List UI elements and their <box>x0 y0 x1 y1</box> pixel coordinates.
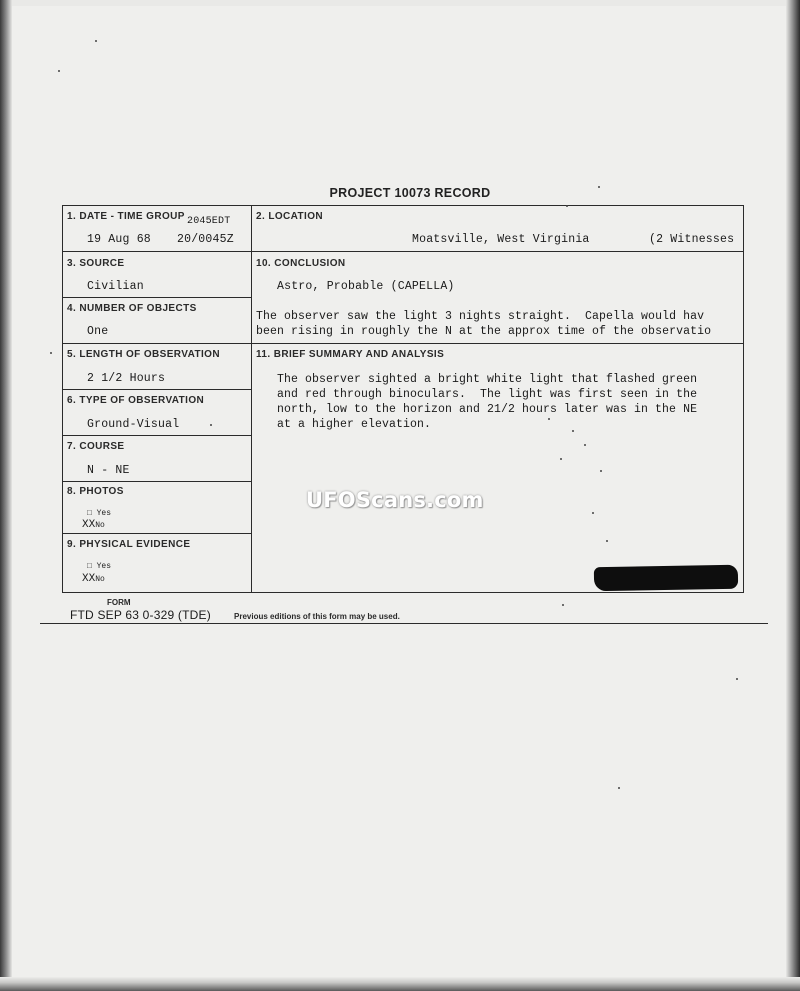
checkbox-icon: □ <box>87 509 92 518</box>
photos-label: 8. PHOTOS <box>67 486 124 497</box>
scan-speck <box>606 540 608 542</box>
scan-speck <box>736 678 738 680</box>
photos-yes-option <box>87 509 111 518</box>
record-title: PROJECT 10073 RECORD <box>329 186 491 200</box>
number-of-objects-label: 4. NUMBER OF OBJECTS <box>67 303 197 314</box>
row-divider <box>63 481 251 482</box>
scan-speck <box>210 424 212 426</box>
source-label: 3. SOURCE <box>67 258 125 269</box>
scan-speck <box>584 444 586 446</box>
date-value: 19 Aug 68 <box>87 233 151 246</box>
scan-speck <box>50 352 52 354</box>
row-divider <box>63 251 743 252</box>
witnesses-value: (2 Witnesses <box>649 233 735 246</box>
row-divider <box>63 297 251 298</box>
scan-edge-left <box>0 0 12 991</box>
length-of-observation-label: 5. LENGTH OF OBSERVATION <box>67 349 220 360</box>
scan-speck <box>566 205 568 207</box>
checked-mark: XX <box>82 519 96 531</box>
scan-edge-right <box>786 0 800 991</box>
summary-line: The observer sighted a bright white light that flashed green <box>277 373 698 386</box>
number-of-objects-value: One <box>87 325 109 338</box>
scan-speck <box>618 787 620 789</box>
physical-evidence-no-option <box>82 573 105 585</box>
scan-speck <box>592 512 594 514</box>
summary-line: at a higher elevation. <box>277 418 432 431</box>
conclusion-value: Astro, Probable (CAPELLA) <box>277 280 455 293</box>
photos-no-label: No <box>95 521 105 530</box>
date-time-local: 2045EDT <box>187 216 231 227</box>
scan-speck <box>95 40 97 42</box>
scan-speck <box>562 604 564 606</box>
footer-form-word: FORM <box>107 598 131 607</box>
summary-line: north, low to the horizon and 21/2 hours later was in the NE <box>277 403 698 416</box>
column-divider <box>251 206 252 592</box>
scan-speck <box>548 418 550 420</box>
footer-rule <box>40 623 768 624</box>
row-divider <box>63 389 251 390</box>
course-value: N - NE <box>87 464 130 477</box>
scan-speck <box>598 186 600 188</box>
type-of-observation-label: 6. TYPE OF OBSERVATION <box>67 395 205 406</box>
row-divider <box>63 533 251 534</box>
time-zulu-value: 20/0045Z <box>177 233 234 246</box>
footer-note: Previous editions of this form may be used. <box>234 612 400 621</box>
watermark: UFOScans.com <box>306 488 484 512</box>
date-time-label: 1. DATE - TIME GROUP <box>67 211 185 222</box>
physical-evidence-no-label: No <box>95 575 105 584</box>
record-form <box>62 205 744 593</box>
scan-edge-bottom <box>0 977 800 991</box>
conclusion-label: 10. CONCLUSION <box>256 258 346 269</box>
scan-speck <box>572 430 574 432</box>
physical-evidence-label: 9. PHYSICAL EVIDENCE <box>67 539 191 550</box>
summary-label: 11. BRIEF SUMMARY AND ANALYSIS <box>256 349 445 360</box>
scan-speck <box>58 70 60 72</box>
summary-line: and red through binoculars. The light was first seen in the <box>277 388 698 401</box>
row-divider <box>63 435 251 436</box>
row-divider <box>63 343 743 344</box>
physical-evidence-yes-label: Yes <box>96 562 112 571</box>
location-label: 2. LOCATION <box>256 211 323 222</box>
location-value: Moatsville, West Virginia <box>412 233 590 246</box>
photos-no-option <box>82 519 105 531</box>
scan-speck <box>600 470 602 472</box>
type-of-observation-value: Ground-Visual <box>87 418 180 431</box>
course-label: 7. COURSE <box>67 441 125 452</box>
checked-mark: XX <box>82 573 96 585</box>
source-value: Civilian <box>87 280 144 293</box>
checkbox-icon: □ <box>87 562 92 571</box>
conclusion-note-line: been rising in roughly the N at the approx time of the observatio <box>256 325 712 338</box>
footer-form-id: FTD SEP 63 0-329 (TDE) <box>70 608 211 622</box>
photos-yes-label: Yes <box>96 509 112 518</box>
length-of-observation-value: 2 1/2 Hours <box>87 372 166 385</box>
redaction-mark <box>594 565 738 592</box>
scan-speck <box>560 458 562 460</box>
physical-evidence-yes-option <box>87 562 111 571</box>
conclusion-note-line: The observer saw the light 3 nights straight. Capella would hav <box>256 310 705 323</box>
